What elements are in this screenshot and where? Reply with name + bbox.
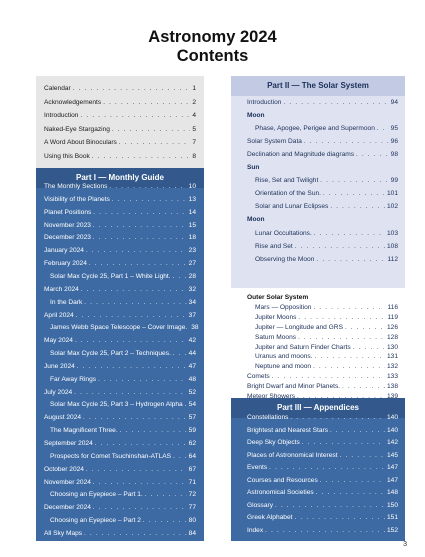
dot-leader <box>80 112 190 121</box>
toc-entry[interactable] <box>50 516 196 526</box>
toc-entry[interactable] <box>44 336 196 346</box>
dot-leader <box>86 466 187 475</box>
toc-entry-page: 133 <box>386 373 398 381</box>
toc-entry-page: 102 <box>386 203 398 211</box>
toc-entry-page: 95 <box>390 125 398 133</box>
dot-leader <box>275 502 385 511</box>
dot-leader <box>298 314 385 323</box>
dot-leader <box>145 491 187 500</box>
dot-leader <box>340 452 385 461</box>
dot-leader <box>323 190 385 199</box>
toc-entry[interactable] <box>255 333 398 343</box>
toc-entry-page: 18 <box>188 234 196 242</box>
toc-entry-page: 54 <box>188 401 196 409</box>
toc-entry-label: February 2024 <box>44 260 87 268</box>
dot-leader <box>295 243 385 252</box>
dot-leader <box>173 273 187 282</box>
toc-entry[interactable] <box>50 490 196 500</box>
toc-entry-label: Uranus and moons. <box>255 353 313 361</box>
dot-leader <box>73 85 191 94</box>
toc-entry-page: 116 <box>387 303 398 311</box>
toc-entry[interactable] <box>247 137 398 147</box>
toc-entry[interactable] <box>255 343 398 353</box>
toc-entry[interactable] <box>255 255 398 265</box>
toc-entry-label: Lunar Occultations. <box>255 229 312 237</box>
toc-entry[interactable] <box>50 272 196 282</box>
toc-entry-label: Jupiter — Longitude and GRS <box>255 323 343 331</box>
toc-entry[interactable] <box>247 98 398 108</box>
toc-entry-label: The Magnificent Three. <box>50 427 118 435</box>
dot-leader <box>74 389 186 398</box>
dot-leader <box>313 304 385 313</box>
dot-leader <box>92 153 191 162</box>
toc-entry-label: Rise and Set <box>255 242 293 250</box>
dot-leader <box>356 151 389 160</box>
toc-entry-label: Solar Max Cycle 25, Part 2 – Techniques. <box>50 350 171 358</box>
part2-heading: Part II — The Solar System <box>231 76 405 96</box>
toc-entry-label: Far Away Rings <box>50 375 97 383</box>
dot-leader <box>265 527 385 536</box>
toc-entry-page: 84 <box>188 529 196 537</box>
toc-entry-page: 59 <box>188 427 196 435</box>
toc-entry-page: 96 <box>390 138 398 146</box>
toc-entry-label: March 2024 <box>44 285 79 293</box>
dot-leader <box>345 324 385 333</box>
toc-entry[interactable] <box>44 465 196 475</box>
toc-entry-page: 132 <box>386 363 398 371</box>
toc-entry[interactable] <box>44 311 196 321</box>
toc-entry-label: Comets <box>247 373 270 381</box>
toc-entry-page: 37 <box>188 311 196 319</box>
toc-subheading: Sun <box>247 164 260 172</box>
toc-entry-page: 147 <box>386 464 398 471</box>
dot-leader <box>173 453 187 462</box>
part3-heading: Part III — Appendices <box>231 398 405 418</box>
toc-entry[interactable] <box>44 152 196 162</box>
toc-entry-label: Observing the Moon <box>255 255 315 263</box>
toc-entry[interactable] <box>247 488 398 498</box>
toc-entry[interactable] <box>247 372 398 382</box>
toc-entry-page: 7 <box>192 139 196 146</box>
toc-entry[interactable] <box>44 195 196 205</box>
toc-entry-page: 131 <box>386 353 398 361</box>
toc-entry[interactable] <box>44 182 196 192</box>
toc-entry[interactable] <box>50 375 196 385</box>
toc-entry-label: Mars — Opposition <box>255 303 312 311</box>
toc-entry[interactable] <box>255 323 398 333</box>
toc-entry-label: Saturn Moons <box>255 333 297 341</box>
toc-entry-page: 42 <box>188 337 196 345</box>
toc-entry-label: Jupiter and Saturn Finder Charts <box>255 343 351 351</box>
toc-entry-page: 64 <box>188 452 196 460</box>
toc-entry-label: Deep Sky Objects <box>247 439 300 446</box>
dot-leader <box>320 177 388 186</box>
toc-entry-page: 138 <box>386 383 398 391</box>
toc-entry-page: 57 <box>188 414 196 422</box>
toc-entry-page: 126 <box>386 323 398 331</box>
toc-entry-page: 1 <box>192 85 196 92</box>
toc-entry-page: 15 <box>188 221 196 229</box>
toc-entry-page: 152 <box>386 526 398 534</box>
toc-entry[interactable] <box>44 125 196 135</box>
dot-leader <box>143 517 187 526</box>
toc-entry-page: 52 <box>188 388 196 396</box>
toc-entry[interactable] <box>247 392 398 402</box>
dot-leader <box>89 260 187 269</box>
toc-entry-label: November 2024 <box>44 478 91 486</box>
dot-leader <box>302 439 385 448</box>
toc-entry-page: 13 <box>188 195 196 203</box>
toc-entry-label: Planet Positions <box>44 208 92 216</box>
dot-leader <box>84 299 186 308</box>
toc-entry[interactable] <box>255 242 398 252</box>
toc-entry-page: 99 <box>390 177 398 185</box>
dot-leader <box>98 376 187 385</box>
toc-subheading: Moon <box>247 216 265 224</box>
toc-entry-label: Using this Book <box>44 152 90 160</box>
toc-entry-page: 103 <box>386 229 398 237</box>
toc-entry[interactable] <box>247 476 398 486</box>
toc-entry[interactable] <box>44 259 196 269</box>
toc-entry-label: April 2024 <box>44 311 74 319</box>
toc-entry-page: 140 <box>386 414 398 421</box>
toc-entry-page: 94 <box>390 99 398 106</box>
toc-entry-page: 71 <box>188 478 196 486</box>
toc-entry-page: 4 <box>192 112 196 119</box>
toc-entry-label: May 2024 <box>44 337 73 345</box>
dot-leader <box>173 350 187 359</box>
toc-entry-page: 101 <box>386 190 398 198</box>
toc-entry[interactable] <box>44 138 196 148</box>
toc-entry-label: November 2023 <box>44 221 91 229</box>
toc-entry-label: A Word About Binoculars <box>44 139 117 146</box>
toc-entry-label: Brightest and Nearest Stars <box>247 426 328 434</box>
toc-entry[interactable] <box>247 426 398 436</box>
toc-entry[interactable] <box>247 526 398 536</box>
toc-entry-label: Rise, Set and Twilight <box>255 177 319 185</box>
toc-entry-page: 80 <box>188 517 196 525</box>
dot-leader <box>377 125 389 134</box>
toc-entry-page: 139 <box>386 393 398 400</box>
dot-leader <box>342 383 385 392</box>
toc-entry-label: Bright Dwarf and Minor Planets. <box>247 383 341 391</box>
toc-entry-label: Courses and Resources <box>247 476 318 484</box>
toc-entry-label: Events <box>247 464 268 471</box>
dot-leader <box>298 334 385 343</box>
dot-leader <box>103 99 190 108</box>
toc-subheading: Moon <box>247 112 265 120</box>
toc-entry[interactable] <box>50 452 196 462</box>
dot-leader <box>315 353 385 362</box>
toc-entry-label: Solar Max Cycle 25, Part 1 – White Light. <box>50 272 171 280</box>
toc-entry[interactable] <box>44 111 196 121</box>
toc-entry[interactable] <box>255 352 398 362</box>
toc-entry-page: 2 <box>192 98 196 106</box>
toc-entry-page: 38 <box>191 324 199 332</box>
dot-leader <box>112 196 187 205</box>
dot-leader <box>112 126 190 135</box>
toc-entry[interactable] <box>44 285 196 295</box>
toc-entry[interactable] <box>44 439 196 449</box>
toc-entry-page: 140 <box>386 426 398 434</box>
toc-entry-label: Naked-Eye Stargazing <box>44 125 110 133</box>
toc-entry[interactable] <box>247 501 398 511</box>
toc-entry[interactable] <box>255 124 398 134</box>
dot-leader <box>330 203 385 212</box>
toc-entry[interactable] <box>44 221 196 231</box>
toc-entry-label: Greek Alphabet <box>247 514 293 521</box>
toc-entry[interactable] <box>44 413 196 423</box>
page-heading: Contents <box>176 47 249 65</box>
toc-entry[interactable] <box>255 229 398 239</box>
toc-entry-page: 67 <box>188 465 196 473</box>
toc-entry-label: All Sky Maps <box>44 529 83 537</box>
toc-entry-label: Jupiter Moons <box>255 313 297 321</box>
dot-leader <box>272 373 385 382</box>
toc-entry[interactable] <box>50 298 196 308</box>
toc-entry-label: Phase, Apogee, Perigee and Supermoon <box>255 125 375 133</box>
toc-entry-label: Choosing an Eyepiece – Part 2 <box>50 517 141 525</box>
dot-leader <box>83 414 187 423</box>
toc-entry-label: James Webb Space Telescope – Cover Image. <box>50 324 188 332</box>
toc-entry[interactable] <box>247 438 398 448</box>
toc-entry-page: 128 <box>386 333 398 341</box>
toc-entry[interactable] <box>247 413 398 423</box>
dot-leader <box>81 286 187 295</box>
toc-entry-page: 145 <box>386 451 398 459</box>
toc-entry-label: Neptune and moon <box>255 363 312 371</box>
toc-entry-page: 23 <box>188 247 196 255</box>
toc-entry-page: 130 <box>386 343 398 351</box>
book-title: Astronomy 2024 <box>148 28 277 46</box>
toc-entry-label: Solar System Data <box>247 138 302 146</box>
dot-leader <box>185 401 187 410</box>
dot-leader <box>353 344 385 353</box>
toc-entry-label: July 2024 <box>44 388 73 396</box>
dot-leader <box>93 209 186 218</box>
toc-entry-label: September 2024 <box>44 440 93 447</box>
toc-entry-label: Introduction <box>247 99 282 106</box>
dot-leader <box>297 393 385 402</box>
toc-entry-label: January 2024 <box>44 247 84 255</box>
toc-entry[interactable] <box>247 382 398 392</box>
toc-entry-page: 5 <box>192 125 196 133</box>
toc-entry-page: 112 <box>387 255 398 263</box>
dot-leader <box>109 183 186 192</box>
toc-entry-label: Constellations <box>247 414 289 421</box>
toc-entry[interactable] <box>255 202 398 212</box>
toc-entry[interactable] <box>44 233 196 243</box>
dot-leader <box>93 222 187 231</box>
toc-entry-label: Meteor Showers <box>247 393 296 400</box>
toc-entry-label: Prospects for Comet Tsuchinshan-ATLAS <box>50 452 172 460</box>
dot-leader <box>304 138 389 147</box>
toc-entry[interactable] <box>44 478 196 488</box>
toc-entry[interactable] <box>255 362 398 372</box>
toc-entry[interactable] <box>247 150 398 160</box>
toc-entry-page: 147 <box>386 476 398 484</box>
dot-leader <box>316 256 385 265</box>
toc-entry[interactable] <box>44 388 196 398</box>
toc-entry[interactable] <box>255 313 398 323</box>
toc-entry[interactable] <box>44 529 196 539</box>
toc-entry[interactable] <box>44 208 196 218</box>
toc-entry-label: Declination and Magnitude diagrams <box>247 151 355 159</box>
toc-entry-page: 14 <box>188 208 196 216</box>
toc-entry-label: Index <box>247 526 264 534</box>
dot-leader <box>119 139 191 148</box>
toc-entry-label: Astronomical Societies <box>247 489 314 496</box>
toc-entry-page: 34 <box>188 298 196 306</box>
toc-entry-label: Visibility of the Planets <box>44 195 110 203</box>
toc-entry-label: Solar and Lunar Eclipses <box>255 203 329 211</box>
toc-entry-label: Orientation of the Sun. <box>255 190 321 198</box>
toc-entry-label: Acknowledgements <box>44 98 102 106</box>
dot-leader <box>77 363 187 372</box>
toc-entry-label: Places of Astronomical Interest <box>247 451 338 459</box>
dot-leader <box>86 247 187 256</box>
toc-entry-page: 148 <box>386 489 398 496</box>
dot-leader <box>294 514 385 523</box>
dot-leader <box>93 479 187 488</box>
toc-entry[interactable] <box>255 189 398 199</box>
page-number: 3 <box>403 541 407 548</box>
toc-entry[interactable] <box>247 451 398 461</box>
toc-entry-page: 28 <box>188 272 196 280</box>
toc-entry-label: Introduction <box>44 112 79 119</box>
toc-entry-page: 150 <box>386 501 398 509</box>
toc-entry-page: 8 <box>192 152 196 160</box>
toc-entry[interactable] <box>50 400 196 410</box>
toc-entry-label: June 2024 <box>44 362 75 370</box>
toc-entry[interactable] <box>50 349 196 359</box>
toc-entry-page: 48 <box>188 375 196 383</box>
toc-entry-page: 32 <box>188 285 196 293</box>
toc-entry-page: 62 <box>188 440 196 447</box>
toc-entry-page: 47 <box>188 362 196 370</box>
dot-leader <box>95 440 187 449</box>
dot-leader <box>84 530 187 539</box>
toc-entry-label: The Monthly Sections <box>44 183 108 190</box>
dot-leader <box>283 99 388 108</box>
dot-leader <box>330 427 385 436</box>
toc-entry-page: 44 <box>188 350 196 358</box>
toc-entry-label: October 2024 <box>44 465 84 473</box>
toc-entry-page: 119 <box>387 313 398 321</box>
toc-entry-label: Glossary <box>247 501 274 509</box>
dot-leader <box>313 363 385 372</box>
toc-entry-page: 72 <box>188 491 196 499</box>
dot-leader <box>269 464 385 473</box>
toc-entry-label: December 2024 <box>44 504 91 512</box>
toc-entry[interactable] <box>255 303 398 313</box>
dot-leader <box>75 337 187 346</box>
toc-entry[interactable] <box>44 246 196 256</box>
toc-subheading: Outer Solar System <box>247 294 309 301</box>
toc-entry-page: 77 <box>188 504 196 512</box>
toc-entry-page: 27 <box>188 260 196 268</box>
toc-entry-label: Solar Max Cycle 25, Part 3 – Hydrogen Alpha <box>50 401 183 409</box>
toc-entry[interactable] <box>44 84 196 94</box>
toc-entry[interactable] <box>50 323 199 333</box>
toc-entry-page: 151 <box>386 514 398 521</box>
toc-entry[interactable] <box>44 98 196 108</box>
dot-leader <box>93 234 187 243</box>
toc-entry-page: 108 <box>386 242 398 250</box>
dot-leader <box>290 414 385 423</box>
toc-entry[interactable] <box>44 503 196 513</box>
toc-entry-page: 98 <box>390 151 398 159</box>
dot-leader <box>120 427 187 436</box>
toc-entry-label: December 2023 <box>44 234 91 242</box>
toc-entry-label: Calendar <box>44 85 71 92</box>
dot-leader <box>93 504 187 513</box>
toc-entry[interactable] <box>44 362 196 372</box>
toc-entry[interactable] <box>247 463 398 473</box>
part1-heading: Part I — Monthly Guide <box>36 168 204 188</box>
toc-entry[interactable] <box>255 176 398 186</box>
toc-entry-label: In the Dark <box>50 298 83 306</box>
toc-entry[interactable] <box>247 513 398 523</box>
dot-leader <box>76 312 187 321</box>
toc-entry-page: 142 <box>386 439 398 446</box>
toc-entry-label: Choosing an Eyepiece – Part 1. <box>50 491 143 499</box>
dot-leader <box>316 489 385 498</box>
dot-leader <box>314 230 385 239</box>
toc-entry-label: August 2024 <box>44 414 82 422</box>
toc-entry-page: 10 <box>188 183 196 190</box>
dot-leader <box>320 477 385 486</box>
toc-entry[interactable] <box>50 426 196 436</box>
